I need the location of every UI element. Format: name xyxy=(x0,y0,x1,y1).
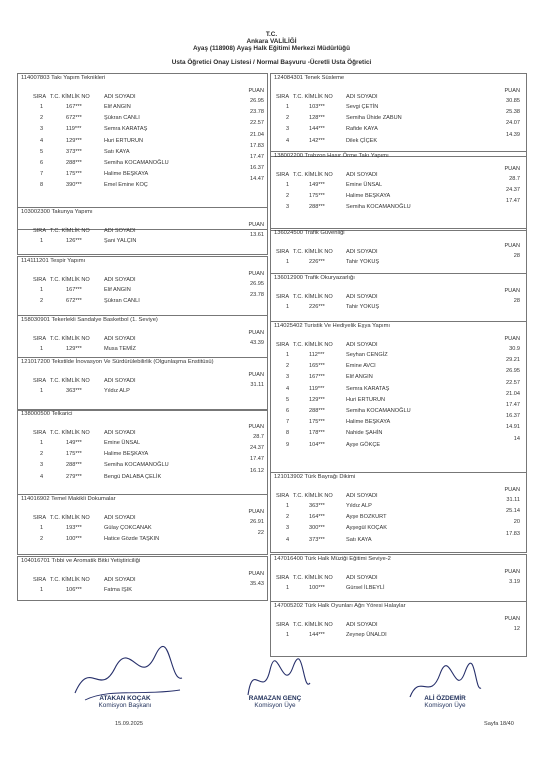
signature-block-2 xyxy=(220,695,330,709)
row-name: Semiha Ühide ZABUN xyxy=(346,115,402,122)
signature-role: Komisyon Üye xyxy=(254,702,296,709)
row-puan: 13.61 xyxy=(250,232,264,238)
row-name: Semra KARATAŞ xyxy=(104,126,148,133)
row-sira: 4 xyxy=(40,137,44,144)
row-tc-number: 106*** xyxy=(66,587,82,593)
row-name: Elif ANGIN xyxy=(104,287,131,293)
row-tc-number: 144*** xyxy=(309,632,325,638)
column-header-tc: T.C. KİMLİK NO xyxy=(293,94,333,100)
row-tc-number: 119*** xyxy=(309,385,325,392)
row-tc-number: 226*** xyxy=(309,304,325,310)
row-name: Şükran CANLI xyxy=(104,115,140,122)
row-puan: 17.83 xyxy=(250,142,264,149)
row-tc-number: 126*** xyxy=(66,238,82,244)
row-tc-number: 100*** xyxy=(66,536,82,543)
column-header-sira: SIRA xyxy=(276,342,290,348)
column-header-tc: T.C. KİMLİK NO xyxy=(50,378,90,384)
row-name: Seyhan CENGİZ xyxy=(346,352,388,358)
left-section xyxy=(17,256,268,316)
column-header-name: ADI SOYADI xyxy=(346,342,378,348)
signature-name: ATAKAN KOÇAK xyxy=(99,695,151,702)
section-title: 147016400 Türk Halk Müziği Eğitimi Seviye-2 xyxy=(274,556,391,562)
row-name: Satı KAYA xyxy=(104,148,130,155)
row-sira: 3 xyxy=(286,204,290,211)
row-sira: 3 xyxy=(286,525,290,532)
column-header-sira: SIRA xyxy=(276,575,290,581)
column-header-name: ADI SOYADI xyxy=(346,575,378,581)
row-tc-number: 144*** xyxy=(309,126,325,133)
column-header-puan: PUAN xyxy=(504,88,520,94)
row-puan: 35.43 xyxy=(250,581,264,587)
row-name: Semiha KOCAMANOĞLU xyxy=(104,462,169,469)
row-puan: 22.57 xyxy=(506,379,520,386)
column-header-tc: T.C. KİMLİK NO xyxy=(293,249,333,255)
row-name: Semiha KOCAMANOĞLU xyxy=(346,408,411,414)
column-header-tc: T.C. KİMLİK NO xyxy=(50,336,90,342)
row-name: Halime BEŞKAYA xyxy=(104,171,149,178)
footer-page-number: Sayfa 18/40 xyxy=(484,721,514,727)
row-sira: 1 xyxy=(286,585,290,591)
header-line-1: T.C. xyxy=(265,31,278,38)
row-puan: 21.04 xyxy=(506,390,520,397)
row-puan: 22 xyxy=(257,530,264,537)
signature-block-3 xyxy=(390,695,500,709)
row-name: Gürsel İLBEYLİ xyxy=(346,585,385,591)
row-name: Şani YALÇIN xyxy=(104,238,137,244)
row-name: Emine ÜNSAL xyxy=(346,182,383,188)
row-puan: 17.47 xyxy=(250,154,264,160)
row-tc-number: 193*** xyxy=(66,525,82,531)
row-tc-number: 129*** xyxy=(66,137,82,144)
row-sira: 3 xyxy=(40,462,44,469)
column-header-sira: SIRA xyxy=(33,430,47,436)
column-header-tc: T.C. KİMLİK NO xyxy=(293,342,333,348)
section-title: 121013902 Türk Bayrağı Dikimi xyxy=(274,474,356,480)
column-header-name: ADI SOYADI xyxy=(104,577,136,583)
column-header-name: ADI SOYADI xyxy=(104,336,136,342)
column-header-name: ADI SOYADI xyxy=(104,430,136,436)
row-tc-number: 167*** xyxy=(309,374,325,381)
column-header-puan: PUAN xyxy=(504,616,520,622)
row-sira: 1 xyxy=(40,388,44,394)
row-tc-number: 178*** xyxy=(309,430,325,437)
row-tc-number: 164*** xyxy=(309,514,325,521)
column-header-tc: T.C. KİMLİK NO xyxy=(293,172,333,178)
column-header-sira: SIRA xyxy=(33,378,47,384)
column-header-tc: T.C. KİMLİK NO xyxy=(50,94,90,100)
row-tc-number: 373*** xyxy=(309,536,325,543)
row-tc-number: 149*** xyxy=(309,182,325,188)
column-header-name: ADI SOYADI xyxy=(104,378,136,384)
row-puan: 28.7 xyxy=(509,176,520,182)
row-puan: 16.37 xyxy=(506,413,520,420)
column-header-name: ADI SOYADI xyxy=(346,622,378,628)
column-header-tc: T.C. KİMLİK NO xyxy=(293,294,333,300)
row-puan: 29.21 xyxy=(506,357,520,364)
row-sira: 3 xyxy=(286,374,290,381)
row-sira: 6 xyxy=(40,160,44,166)
row-puan: 23.78 xyxy=(250,109,264,116)
column-header-puan: PUAN xyxy=(504,288,520,294)
row-sira: 4 xyxy=(286,536,290,543)
column-header-puan: PUAN xyxy=(248,571,264,577)
row-puan: 24.37 xyxy=(250,445,264,452)
row-puan: 16.12 xyxy=(250,467,264,474)
row-tc-number: 288*** xyxy=(66,462,82,469)
column-header-sira: SIRA xyxy=(276,493,290,499)
row-tc-number: 373*** xyxy=(66,148,82,155)
row-puan: 21.04 xyxy=(250,131,264,138)
section-title: 124084301 Tenek Süsleme xyxy=(274,75,345,81)
row-tc-number: 363*** xyxy=(66,388,82,394)
column-header-puan: PUAN xyxy=(504,243,520,249)
row-puan: 14.91 xyxy=(506,424,520,431)
row-tc-number: 100*** xyxy=(309,585,325,591)
row-tc-number: 128*** xyxy=(309,115,325,122)
footer-date: 15.09.2025 xyxy=(115,721,143,727)
row-sira: 9 xyxy=(286,441,290,448)
column-header-sira: SIRA xyxy=(33,228,47,234)
row-tc-number: 142*** xyxy=(309,137,325,144)
column-header-name: ADI SOYADI xyxy=(104,94,136,100)
row-sira: 5 xyxy=(286,396,290,403)
column-header-sira: SIRA xyxy=(276,172,290,178)
row-name: Satı KAYA xyxy=(346,536,372,543)
header-line-3: Ayaş (118908) Ayaş Halk Eğitimi Merkezi Müdürlüğü xyxy=(193,45,350,52)
column-header-name: ADI SOYADI xyxy=(104,277,136,283)
column-header-tc: T.C. KİMLİK NO xyxy=(50,515,90,521)
column-header-puan: PUAN xyxy=(248,330,264,336)
row-tc-number: 175*** xyxy=(66,171,82,178)
signature-name: RAMAZAN GENÇ xyxy=(248,695,302,702)
column-header-tc: T.C. KİMLİK NO xyxy=(50,277,90,283)
column-header-sira: SIRA xyxy=(33,94,47,100)
row-puan: 25.38 xyxy=(506,109,520,116)
row-name: Dilek ÇİÇEK xyxy=(346,137,378,144)
row-name: Emine ÜNSAL xyxy=(104,440,141,446)
row-sira: 1 xyxy=(286,259,290,265)
row-name: Ayşe BOZKURT xyxy=(346,514,387,521)
row-name: Semra KARATAŞ xyxy=(346,385,390,392)
column-header-tc: T.C. KİMLİK NO xyxy=(293,622,333,628)
column-header-puan: PUAN xyxy=(248,372,264,378)
section-title: 158030901 Tekerlekli Sandalye Basketbol (1. Seviye) xyxy=(21,317,158,323)
row-sira: 1 xyxy=(286,104,290,110)
row-name: Emel Emine KOÇ xyxy=(104,182,148,189)
row-puan: 17.47 xyxy=(506,198,520,205)
row-tc-number: 300*** xyxy=(309,525,325,532)
row-name: Nahide ŞAHİN xyxy=(346,430,383,437)
column-header-sira: SIRA xyxy=(33,277,47,283)
row-tc-number: 288*** xyxy=(309,408,325,414)
row-sira: 1 xyxy=(40,587,44,593)
column-header-puan: PUAN xyxy=(248,509,264,515)
row-puan: 25.14 xyxy=(506,508,520,515)
row-sira: 4 xyxy=(286,137,290,144)
column-header-puan: PUAN xyxy=(248,271,264,277)
section-title: 136024500 Trafik Güvenliği xyxy=(274,230,345,236)
section-title: 136012900 Trafik Okuryazarlığı xyxy=(274,275,355,281)
row-name: Semiha KOCAMANOĞLU xyxy=(346,204,411,211)
section-title: 147005202 Türk Halk Oyunları Ağrı Yöresi Halaylar xyxy=(274,603,406,609)
section-title: 114025402 Turistik Ve Hediyelik Eşya Yapımı xyxy=(274,323,391,329)
signature-block-1 xyxy=(70,695,180,709)
row-puan: 14 xyxy=(513,435,520,442)
row-sira: 1 xyxy=(286,632,290,638)
row-name: Elif ANGIN xyxy=(104,104,131,110)
column-header-name: ADI SOYADI xyxy=(346,493,378,499)
column-header-sira: SIRA xyxy=(33,577,47,583)
row-puan: 16.37 xyxy=(250,165,264,172)
row-name: Yıldız ALP xyxy=(346,503,372,509)
column-header-name: ADI SOYADI xyxy=(346,172,378,178)
row-tc-number: 175*** xyxy=(309,419,325,426)
row-tc-number: 288*** xyxy=(66,160,82,166)
row-puan: 31.11 xyxy=(506,497,520,503)
column-header-sira: SIRA xyxy=(276,249,290,255)
row-puan: 17.47 xyxy=(506,402,520,408)
row-sira: 2 xyxy=(40,298,44,305)
row-tc-number: 288*** xyxy=(309,204,325,211)
row-name: Fatma IŞIK xyxy=(104,587,132,593)
row-puan: 28 xyxy=(513,298,520,304)
row-sira: 2 xyxy=(286,115,290,122)
row-tc-number: 119*** xyxy=(66,126,82,133)
column-header-name: ADI SOYADI xyxy=(346,249,378,255)
row-tc-number: 175*** xyxy=(66,451,82,458)
row-sira: 1 xyxy=(40,238,44,244)
row-tc-number: 165*** xyxy=(309,363,325,370)
row-sira: 2 xyxy=(40,451,44,458)
row-sira: 4 xyxy=(286,385,290,392)
row-puan: 20 xyxy=(513,519,520,526)
row-sira: 3 xyxy=(40,126,44,133)
row-name: Tahir YOKUŞ xyxy=(346,304,380,310)
row-name: Huri ERTURUN xyxy=(346,396,386,403)
row-name: Bengü DALABA ÇELİK xyxy=(104,473,162,480)
row-tc-number: 226*** xyxy=(309,259,325,265)
section-title: 138002200 Trabzon Hasır Örme Takı Yapımı xyxy=(274,153,389,159)
row-puan: 14.47 xyxy=(250,176,264,183)
row-puan: 24.07 xyxy=(506,120,520,127)
column-header-sira: SIRA xyxy=(33,336,47,342)
row-sira: 2 xyxy=(40,536,44,543)
row-tc-number: 175*** xyxy=(309,193,325,200)
row-sira: 1 xyxy=(286,503,290,509)
row-name: Emine AVCI xyxy=(346,363,376,370)
row-tc-number: 672*** xyxy=(66,298,82,305)
row-tc-number: 390*** xyxy=(66,182,82,189)
row-puan: 30.85 xyxy=(506,98,520,104)
row-sira: 1 xyxy=(40,525,44,531)
column-header-puan: PUAN xyxy=(248,88,264,94)
row-tc-number: 129*** xyxy=(66,346,82,352)
row-puan: 17.83 xyxy=(506,530,520,537)
row-sira: 4 xyxy=(40,473,44,480)
row-name: Halime BEŞKAYA xyxy=(104,451,149,458)
row-tc-number: 672*** xyxy=(66,115,82,122)
column-header-name: ADI SOYADI xyxy=(104,515,136,521)
row-tc-number: 279*** xyxy=(66,473,82,480)
row-puan: 26.95 xyxy=(250,98,264,104)
row-puan: 31.11 xyxy=(250,382,264,388)
section-title: 121017200 Tekstilde İnovasyon Ve Sürdürülebilirlik (Olgunlaşma Enstitüsü) xyxy=(21,359,214,365)
column-header-puan: PUAN xyxy=(504,336,520,342)
row-tc-number: 103*** xyxy=(309,104,325,110)
row-puan: 26.91 xyxy=(250,519,264,525)
row-sira: 2 xyxy=(286,193,290,200)
column-header-tc: T.C. KİMLİK NO xyxy=(293,493,333,499)
row-sira: 1 xyxy=(40,287,44,293)
row-sira: 1 xyxy=(286,352,290,358)
row-sira: 7 xyxy=(286,419,290,426)
row-sira: 2 xyxy=(40,115,44,122)
signature-name: ALİ ÖZDEMİR xyxy=(424,695,466,702)
column-header-puan: PUAN xyxy=(504,569,520,575)
row-name: Elif ANGIN xyxy=(346,374,373,381)
row-name: Sevgi ÇETİN xyxy=(346,104,379,110)
row-puan: 17.47 xyxy=(250,456,264,463)
row-sira: 1 xyxy=(40,104,44,110)
column-header-sira: SIRA xyxy=(33,515,47,521)
section-title: 103002300 Takunya Yapımı xyxy=(21,209,93,215)
section-title: 114007803 Takı Yapım Teknikleri xyxy=(21,75,106,81)
column-header-puan: PUAN xyxy=(504,487,520,493)
section-title: 114111201 Tespir Yapımı xyxy=(21,258,86,264)
row-name: Rafide KAYA xyxy=(346,126,378,133)
column-header-name: ADI SOYADI xyxy=(346,94,378,100)
row-puan: 43.39 xyxy=(250,340,264,346)
row-puan: 26.95 xyxy=(250,281,264,287)
row-puan: 12 xyxy=(513,626,520,632)
row-name: Hatice Gözde TAŞKIN xyxy=(104,536,160,543)
row-name: Musa TEMİZ xyxy=(104,346,136,352)
header-line-4: Usta Öğretici Onay Listesi / Normal Başvuru -Ücretli Usta Öğretici xyxy=(171,59,372,66)
row-sira: 3 xyxy=(286,126,290,133)
row-name: Gülay ÇOKCANAK xyxy=(104,525,152,531)
column-header-tc: T.C. KİMLİK NO xyxy=(50,577,90,583)
row-sira: 2 xyxy=(286,514,290,521)
row-puan: 24.37 xyxy=(506,187,520,194)
row-puan: 22.57 xyxy=(250,120,264,127)
column-header-tc: T.C. KİMLİK NO xyxy=(50,430,90,436)
row-puan: 23.78 xyxy=(250,292,264,299)
signature-role: Komisyon Başkanı xyxy=(98,702,152,709)
row-sira: 6 xyxy=(286,408,290,414)
row-sira: 1 xyxy=(286,182,290,188)
row-name: Ayşe GÖKÇE xyxy=(346,441,381,448)
row-puan: 30.9 xyxy=(509,346,520,352)
column-header-sira: SIRA xyxy=(276,294,290,300)
row-sira: 8 xyxy=(40,182,44,189)
row-name: Huri ERTURUN xyxy=(104,137,144,144)
column-header-sira: SIRA xyxy=(276,94,290,100)
column-header-puan: PUAN xyxy=(248,424,264,430)
row-sira: 1 xyxy=(40,346,44,352)
section-title: 114016902 Temel Makikli Dokumalar xyxy=(21,496,116,502)
row-sira: 1 xyxy=(40,440,44,446)
column-header-tc: T.C. KİMLİK NO xyxy=(293,575,333,581)
signature-role: Komisyon Üye xyxy=(424,702,466,709)
row-name: Tahir YOKUŞ xyxy=(346,259,380,265)
row-sira: 5 xyxy=(40,148,44,155)
column-header-puan: PUAN xyxy=(504,166,520,172)
row-tc-number: 167*** xyxy=(66,104,82,110)
right-section xyxy=(270,151,527,231)
row-puan: 28.7 xyxy=(253,434,264,440)
row-tc-number: 104*** xyxy=(309,441,325,448)
row-name: Semiha KOCAMANOĞLU xyxy=(104,160,169,166)
header-line-2: Ankara VALİLİĞİ xyxy=(246,38,297,45)
column-header-name: ADI SOYADI xyxy=(104,228,136,234)
row-puan: 3.19 xyxy=(509,579,520,585)
row-puan: 26.95 xyxy=(506,368,520,375)
column-header-name: ADI SOYADI xyxy=(346,294,378,300)
row-name: Halime BEŞKAYA xyxy=(346,193,391,200)
section-title: 138000500 Telkarici xyxy=(21,411,73,417)
row-name: Halime BEŞKAYA xyxy=(346,419,391,426)
row-tc-number: 129*** xyxy=(309,396,325,403)
row-name: Zeynep ÜNALDI xyxy=(346,632,387,638)
row-name: Yıldız ALP xyxy=(104,388,130,394)
section-title: 104016701 Tıbbi ve Aromatik Bitki Yetiştiriciliği xyxy=(21,558,141,564)
row-tc-number: 149*** xyxy=(66,440,82,446)
row-tc-number: 112*** xyxy=(309,352,325,358)
row-puan: 14.39 xyxy=(506,131,520,138)
row-puan: 28 xyxy=(513,253,520,259)
row-sira: 2 xyxy=(286,363,290,370)
row-sira: 7 xyxy=(40,171,44,178)
row-tc-number: 363*** xyxy=(309,503,325,509)
row-name: Ayşegül KOÇAK xyxy=(346,525,387,532)
column-header-puan: PUAN xyxy=(248,222,264,228)
column-header-sira: SIRA xyxy=(276,622,290,628)
row-sira: 8 xyxy=(286,430,290,437)
row-tc-number: 167*** xyxy=(66,287,82,293)
row-name: Şükran CANLI xyxy=(104,298,140,305)
row-sira: 1 xyxy=(286,304,290,310)
column-header-tc: T.C. KİMLİK NO xyxy=(50,228,90,234)
